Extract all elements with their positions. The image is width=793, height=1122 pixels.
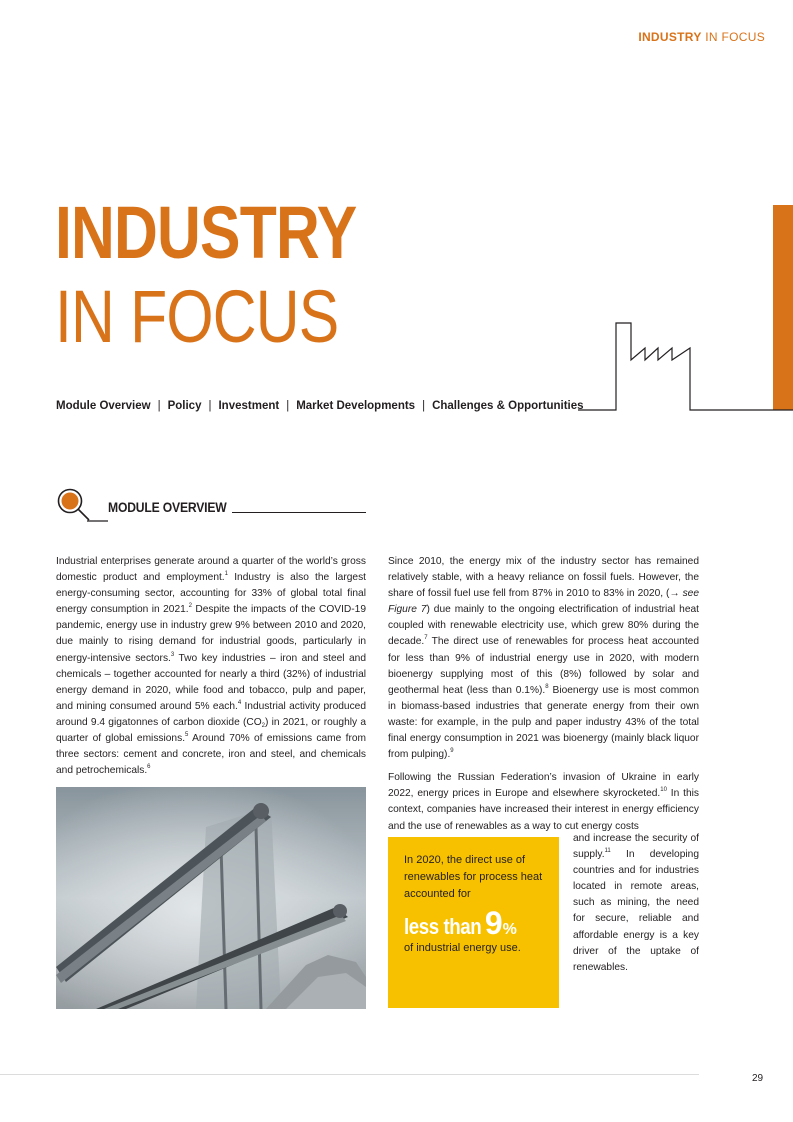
nav-item-module-overview[interactable]: Module Overview xyxy=(56,400,151,412)
paragraph: Following the Russian Federation’s invasion of Ukraine in early 2022, energy prices in Europe and elsewhere skyrocketed.$^{10}$ In this context, companies have increased their interest in energy efficiency and the use of renewables as a way to cut energy costs xyxy=(388,772,700,832)
footer-rule xyxy=(0,1074,699,1075)
nav-item-policy[interactable]: Policy xyxy=(167,400,202,412)
nav-item-investment[interactable]: Investment xyxy=(218,400,280,412)
callout-box xyxy=(388,837,559,1008)
running-head: INDUSTRY IN FOCUS xyxy=(638,30,765,44)
nav-separator: | xyxy=(422,400,426,412)
nav-separator: | xyxy=(286,400,290,412)
callout-text: In 2020, the direct use of renewables for process heat accounted for xyxy=(404,854,543,900)
magnifier-icon xyxy=(56,487,112,525)
right-column xyxy=(388,554,699,842)
factory-outline-icon xyxy=(578,320,793,415)
nav-separator: | xyxy=(208,400,212,412)
section-title: MODULE OVERVIEW xyxy=(108,500,227,515)
left-column xyxy=(56,554,366,786)
page-title-line2: IN FOCUS xyxy=(55,275,339,358)
right-column-continued xyxy=(573,831,699,983)
nav-item-market-developments[interactable]: Market Developments xyxy=(296,400,416,412)
figure-reference-link[interactable]: → see Figure 7 xyxy=(388,588,700,616)
callout-footer: of industrial energy use. xyxy=(404,942,521,954)
callout-statistic: less than9% xyxy=(404,905,517,941)
page-number: 29 xyxy=(752,1073,764,1084)
module-navigation xyxy=(56,400,584,412)
section-heading xyxy=(56,487,368,527)
paragraph: and increase the security of supply.$^{11}$ In developing countries and for industries located in remote areas, such as mining, the need for secure, reliable and affordable energy is a key driver of the uptake of renewables. xyxy=(573,833,699,973)
page-title-line1: INDUSTRY xyxy=(55,191,357,274)
paragraph: Industrial enterprises generate around a quarter of the world’s gross domestic product and employment.$^1$ Industry is also the largest energy-consuming sector, accounting for 33% of global total final energy consumption in 2021.$^2$ Despite the impacts of the COVID-19 pandemic, energy use in industry grew 9% between 2010 and 2020, due mainly to rising demand for industrial goods, particularly in energy-intensive sectors.$^3$ Two key industries – iron and steel and chemicals – together accounted for nearly a third (32%) of industrial energy demand in 2020, while food and tobacco, pulp and paper, and mining consumed around 5% each.$^4$ Industrial activity produced around 9.4 gigatonnes of carbon dioxide $(CO_2)$ in 2021, or roughly a quarter of global emissions.$^5$ Around 70% of emissions came from three sectors: cement and concrete, iron and steel, and chemicals and petrochemicals.$^6$ xyxy=(56,556,366,777)
conveyor-belts-photo xyxy=(56,787,366,1009)
nav-separator: | xyxy=(157,400,161,412)
section-rule xyxy=(232,512,366,513)
paragraph: Since 2010, the energy mix of the industry sector has remained relatively stable, with a heavy reliance on fossil fuels. However, the share of fossil fuel use fell from 87% in 2010 to 83% in 2020, (→ see Figure 7) due mainly to the ongoing electrification of industrial heat coupled with renewable electricity use, which grew 80% during the decade.$^7$ The direct use of renewables for process heat accounted for less than 9% of industrial energy use in 2020, with modern bioenergy supplying most of this (8%) followed by solar and geothermal heat (less than 0.1%).$^8$ Bioenergy use is most common in biomass-based industries that generate energy from their own waste: for example, in the pulp and paper industry 43% of the total final energy consumption in 2021 was bioenergy (mainly black liquor from pulping).$^9$ xyxy=(388,556,700,761)
nav-item-challenges-opportunities[interactable]: Challenges & Opportunities xyxy=(432,400,584,412)
